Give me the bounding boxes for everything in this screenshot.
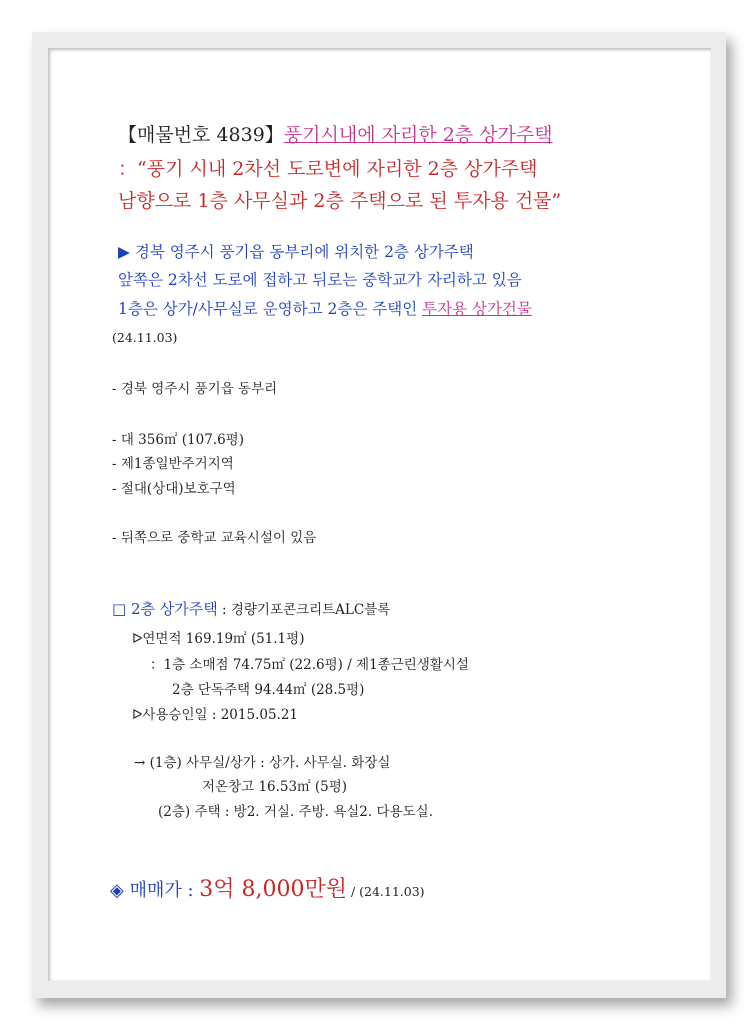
building-heading-row bbox=[112, 598, 390, 619]
detail-zoning: - 제1종일반주거지역 bbox=[112, 456, 234, 472]
building-area: ᐅ연면적 169.19㎡ (51.1평) bbox=[132, 631, 305, 647]
listing-number: 【매물번호 4839】 bbox=[118, 124, 284, 146]
building-approval: ᐅ사용승인일 : 2015.05.21 bbox=[132, 707, 299, 723]
detail-location: - 경북 영주시 풍기읍 동부리 bbox=[112, 381, 278, 397]
intro-line-1: ▶ 경북 영주시 풍기읍 동부리에 위치한 2층 상가주택 bbox=[118, 243, 474, 261]
detail-protection: - 절대(상대)보호구역 bbox=[112, 481, 236, 497]
intro-line-3-text: 1층은 상가/사무실로 운영하고 2층은 주택인 bbox=[118, 300, 423, 318]
building-floor-2: 2층 단독주택 94.44㎡ (28.5평) bbox=[172, 682, 365, 698]
quote-line-2: 남향으로 1층 사무실과 2층 주택으로 된 투자용 건물” bbox=[118, 190, 562, 212]
building-heading: □ 2층 상가주택 bbox=[112, 600, 218, 618]
use-floor-1: → (1층) 사무실/상가 : 상가. 사무실. 화장실 bbox=[134, 755, 391, 771]
listing-title bbox=[118, 120, 553, 147]
listing-headline: 풍기시내에 자리한 2층 상가주택 bbox=[283, 124, 553, 146]
price-date: / (24.11.03) bbox=[346, 884, 425, 899]
building-floor-1: ：1층 소매점 74.75㎡ (22.6평) / 제1종근린생활시설 bbox=[150, 657, 469, 673]
detail-land: - 대 356㎡ (107.6평) bbox=[112, 432, 244, 448]
intro-line-2: 앞쪽은 2차선 도로에 접하고 뒤로는 중학교가 자리하고 있음 bbox=[118, 271, 522, 289]
intro-line-3 bbox=[118, 297, 532, 319]
price-label: ◈ 매매가 : bbox=[110, 880, 200, 901]
quote-line-1: ：“풍기 시내 2차선 도로변에 자리한 2층 상가주택 bbox=[118, 158, 538, 180]
price-value: 3억 8,000만원 bbox=[199, 877, 347, 902]
detail-note: - 뒤쪽으로 중학교 교육시설이 있음 bbox=[112, 530, 317, 546]
investment-building-link[interactable]: 투자용 상가건물 bbox=[422, 300, 532, 318]
intro-date: (24.11.03) bbox=[112, 330, 178, 345]
building-structure: : 경량기포콘크리트ALC블록 bbox=[217, 602, 391, 618]
use-floor-2: (2층) 주택 : 방2. 거실. 주방. 욕실2. 다용도실. bbox=[158, 804, 433, 820]
use-floor-1-storage: 저온창고 16.53㎡ (5평) bbox=[202, 779, 348, 795]
price-row bbox=[110, 872, 425, 903]
